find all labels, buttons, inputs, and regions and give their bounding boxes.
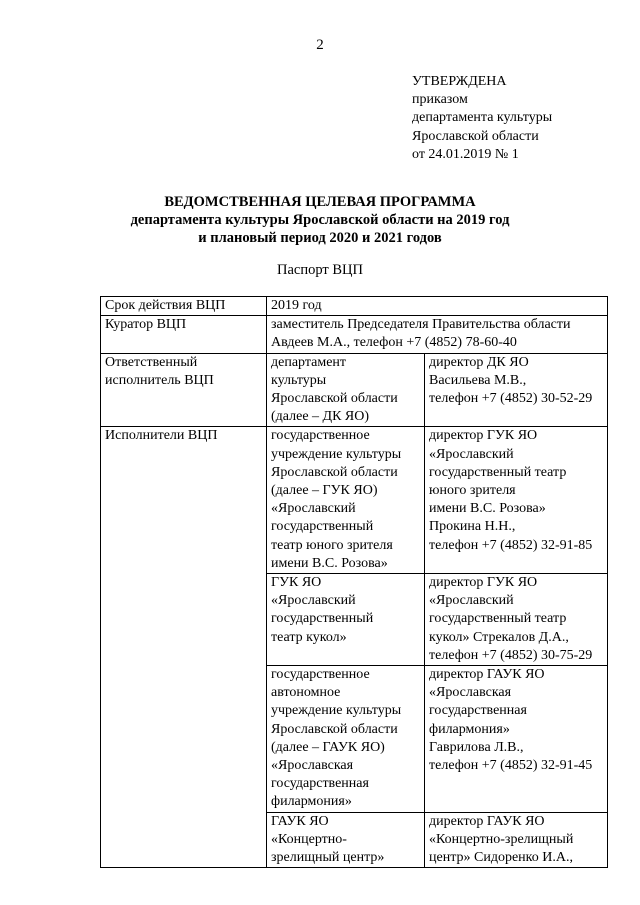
executor-contact: директор ГАУК ЯО «Ярославская государственная филармония» Гаврилова Л.В., телефон +7 (4852) 32-91-45: [425, 666, 608, 813]
curator-value: заместитель Председателя Правительства области Авдеев М.А., телефон +7 (4852) 78-60-40: [267, 316, 608, 353]
approval-line: Ярославской области: [412, 128, 539, 144]
executors-label: Исполнители ВЦП: [101, 427, 267, 868]
title-line: ВЕДОМСТВЕННАЯ ЦЕЛЕВАЯ ПРОГРАММА: [164, 194, 476, 210]
responsible-contact: директор ДК ЯО Васильева М.В., телефон +7 (4852) 30-52-29: [425, 353, 608, 427]
duration-value: 2019 год: [267, 297, 608, 316]
table-row-responsible: [101, 353, 608, 427]
approval-line: приказом: [412, 92, 468, 108]
page-number: 2: [316, 37, 324, 53]
responsible-org: департамент культуры Ярославской области (далее – ДК ЯО): [267, 353, 425, 427]
duration-label: Срок действия ВЦП: [101, 297, 267, 316]
executor-contact: директор ГУК ЯО «Ярославский государственный театр юного зрителя имени В.С. Розова» Прокина Н.Н., телефон +7 (4852) 32-91-85: [425, 427, 608, 574]
program-title: [0, 193, 640, 247]
executor-org: ГАУК ЯО «Концертно- зрелищный центр»: [267, 812, 425, 868]
passport-table: [100, 296, 608, 868]
approval-stamp: [412, 73, 552, 164]
title-line: и плановый период 2020 и 2021 годов: [198, 230, 442, 246]
curator-label: Куратор ВЦП: [101, 316, 267, 353]
table-row-executor: [101, 427, 608, 574]
title-line: департамента культуры Ярославской области на 2019 год: [130, 212, 510, 228]
executor-org: ГУК ЯО «Ярославский государственный театр кукол»: [267, 574, 425, 666]
passport-title: Паспорт ВЦП: [277, 262, 363, 278]
executor-contact: директор ГУК ЯО «Ярославский государственный театр кукол» Стрекалов Д.А., телефон +7 (4852) 30-75-29: [425, 574, 608, 666]
table-row-curator: [101, 316, 608, 353]
approval-line: департамента культуры: [412, 110, 553, 126]
approval-line: от 24.01.2019 № 1: [412, 146, 519, 162]
responsible-label: Ответственный исполнитель ВЦП: [101, 353, 267, 427]
executor-contact: директор ГАУК ЯО «Концертно-зрелищный центр» Сидоренко И.А.,: [425, 812, 608, 868]
approval-line: УТВЕРЖДЕНА: [412, 74, 507, 89]
executor-org: государственное автономное учреждение культуры Ярославской области (далее – ГАУК ЯО) «Ярославская государственная филармония»: [267, 666, 425, 813]
table-row-duration: [101, 297, 608, 316]
executor-org: государственное учреждение культуры Ярославской области (далее – ГУК ЯО) «Ярославский государственный театр юного зрителя имени В.С. Розова»: [267, 427, 425, 574]
